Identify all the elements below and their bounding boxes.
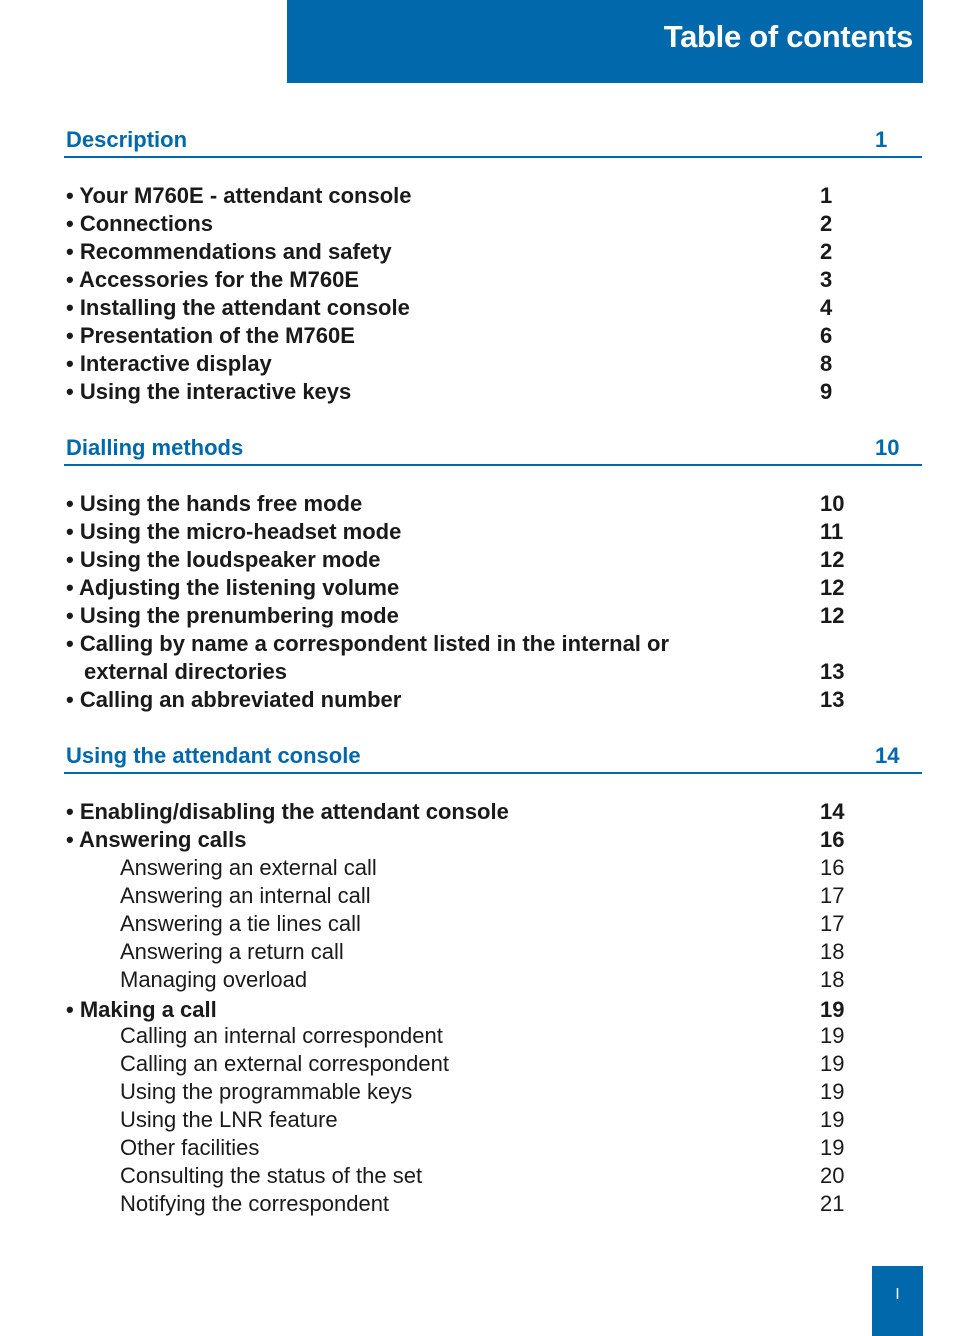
subentry-title: Managing overload (120, 967, 308, 992)
toc-section-heading[interactable] (0, 126, 954, 154)
toc-entry[interactable] (0, 826, 954, 854)
section-title: Dialling methods (66, 435, 244, 460)
subentry-title: Consulting the status of the set (120, 1163, 423, 1188)
entry-page: 14 (820, 799, 845, 824)
toc-subentry[interactable] (0, 1022, 954, 1050)
subentry-page: 19 (820, 1023, 845, 1048)
subentry-page: 17 (820, 911, 845, 936)
subentry-title: Answering a return call (120, 939, 344, 964)
toc-subentry[interactable] (0, 910, 954, 938)
entry-page: 12 (820, 575, 845, 600)
subentry-title: Calling an external correspondent (120, 1051, 449, 1076)
entry-page: 13 (820, 659, 845, 684)
toc-entry[interactable] (0, 602, 954, 630)
entry-page: 3 (820, 267, 833, 292)
subentry-page: 20 (820, 1163, 845, 1188)
section-page: 14 (875, 743, 900, 768)
entry-page: 2 (820, 239, 833, 264)
subentry-page: 19 (820, 1051, 845, 1076)
page-title: Table of contents (663, 19, 913, 54)
toc-entry[interactable] (0, 490, 954, 518)
toc-entry[interactable] (0, 266, 954, 294)
entry-page: 8 (820, 351, 833, 376)
subentry-page: 18 (820, 939, 845, 964)
entry-page: 19 (820, 997, 845, 1022)
section-title: Description (66, 127, 188, 152)
entry-title: • Interactive display (66, 351, 272, 376)
subentry-title: Answering a tie lines call (120, 911, 361, 936)
section-title: Using the attendant console (66, 743, 361, 768)
entry-title: • Your M760E - attendant console (66, 183, 412, 208)
toc-subentry[interactable] (0, 854, 954, 882)
toc-entry[interactable] (0, 350, 954, 378)
toc-entry[interactable] (0, 210, 954, 238)
entry-page: 12 (820, 547, 845, 572)
toc-section-heading[interactable] (0, 742, 954, 770)
toc-entry[interactable] (0, 322, 954, 350)
toc-entry[interactable] (0, 294, 954, 322)
entry-page: 9 (820, 379, 833, 404)
entry-page: 11 (820, 519, 844, 544)
section-divider (64, 464, 922, 466)
entry-page: 2 (820, 211, 833, 236)
toc-subentry[interactable] (0, 1106, 954, 1134)
entry-title: • Using the interactive keys (66, 379, 352, 404)
entry-page: 6 (820, 323, 833, 348)
section-divider (64, 156, 922, 158)
subentry-page: 19 (820, 1107, 845, 1132)
toc-entry[interactable] (0, 378, 954, 406)
toc-entry[interactable] (0, 996, 954, 1024)
toc-subentry[interactable] (0, 1162, 954, 1190)
toc-entry[interactable] (0, 574, 954, 602)
toc-entry[interactable] (0, 798, 954, 826)
toc-subentry[interactable] (0, 882, 954, 910)
entry-title: • Calling an abbreviated number (66, 687, 402, 712)
page-number: I (895, 1286, 900, 1303)
toc-subentry[interactable] (0, 1078, 954, 1106)
toc-entry[interactable] (0, 686, 954, 714)
subentry-title: Using the programmable keys (120, 1079, 413, 1104)
toc-entry[interactable] (0, 182, 954, 210)
subentry-page: 17 (820, 883, 845, 908)
toc-entry-continuation[interactable] (0, 658, 954, 686)
subentry-page: 21 (820, 1191, 845, 1216)
subentry-page: 18 (820, 967, 845, 992)
entry-title: • Recommendations and safety (66, 239, 392, 264)
entry-title: • Using the hands free mode (66, 491, 363, 516)
toc-subentry[interactable] (0, 966, 954, 994)
toc-entry[interactable] (0, 546, 954, 574)
entry-title: • Enabling/disabling the attendant console (66, 799, 509, 824)
subentry-title: Using the LNR feature (120, 1107, 338, 1132)
subentry-title: Calling an internal correspondent (120, 1023, 443, 1048)
section-divider (64, 772, 922, 774)
entry-title: • Making a call (66, 997, 217, 1022)
entry-title: • Using the loudspeaker mode (66, 547, 381, 572)
entry-title: • Presentation of the M760E (66, 323, 355, 348)
entry-page: 4 (820, 295, 833, 320)
section-page: 1 (875, 127, 888, 152)
subentry-title: Notifying the correspondent (120, 1191, 390, 1216)
entry-page: 1 (820, 183, 833, 208)
entry-title: • Installing the attendant console (66, 295, 410, 320)
toc-subentry[interactable] (0, 938, 954, 966)
toc-subentry[interactable] (0, 1134, 954, 1162)
entry-page: 10 (820, 491, 845, 516)
entry-title: • Adjusting the listening volume (66, 575, 400, 600)
entry-title: • Connections (66, 211, 214, 236)
toc-subentry[interactable] (0, 1190, 954, 1218)
subentry-page: 19 (820, 1079, 845, 1104)
entry-title: • Accessories for the M760E (66, 267, 360, 292)
toc-entry[interactable] (0, 518, 954, 546)
entry-title: • Using the prenumbering mode (66, 603, 399, 628)
entry-title-continued: external directories (84, 659, 287, 684)
entry-page: 13 (820, 687, 845, 712)
page-number-tab (872, 1266, 923, 1336)
subentry-title: Other facilities (120, 1135, 260, 1160)
subentry-title: Answering an internal call (120, 883, 371, 908)
subentry-page: 19 (820, 1135, 845, 1160)
toc-subentry[interactable] (0, 1050, 954, 1078)
toc-entry[interactable] (0, 630, 954, 658)
entry-title: • Answering calls (66, 827, 247, 852)
section-page: 10 (875, 435, 900, 460)
toc-section-heading[interactable] (0, 434, 954, 462)
toc-entry[interactable] (0, 238, 954, 266)
entry-title: • Using the micro-headset mode (66, 519, 402, 544)
entry-title: • Calling by name a correspondent listed in the internal or (66, 631, 670, 656)
entry-page: 16 (820, 827, 845, 852)
subentry-title: Answering an external call (120, 855, 377, 880)
subentry-page: 16 (820, 855, 845, 880)
entry-page: 12 (820, 603, 845, 628)
